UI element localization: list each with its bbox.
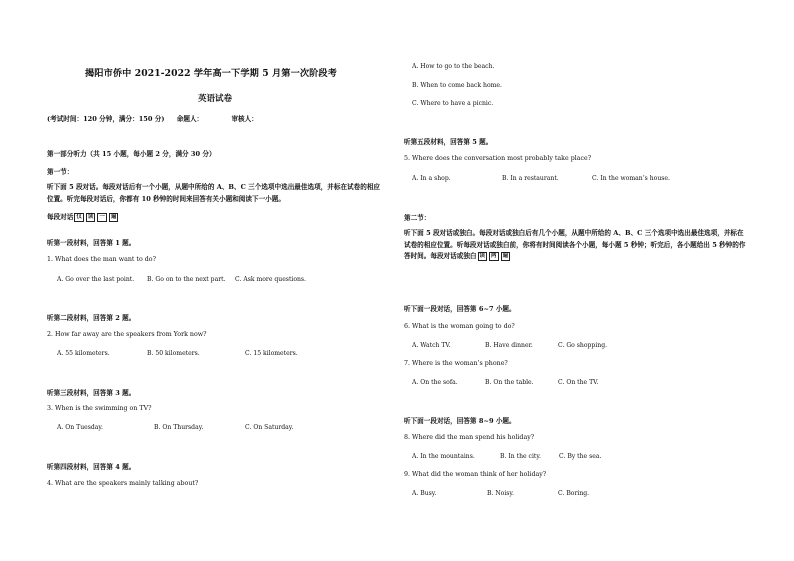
- exam-title: 揭阳市侨中 2021-2022 学年高一下学期 5 月第一次阶段考: [85, 68, 338, 79]
- play-note-box: 遍: [110, 213, 117, 220]
- option-c: C. In the woman’s house.: [592, 175, 670, 182]
- option-a: A. Busy.: [412, 490, 437, 497]
- play-note-box: 一: [99, 213, 105, 220]
- question-4: 4. What are the speakers mainly talking about?: [47, 480, 199, 487]
- question-4-option-a: A. How to go to the beach.: [412, 63, 495, 70]
- option-a: A. On the sofa.: [412, 379, 458, 386]
- question-1-options: [57, 276, 306, 283]
- block-heading: 听第三段材料，回答第 3 题。: [47, 389, 136, 397]
- option-c: C. By the sea.: [559, 453, 602, 460]
- option-a: A. 55 kilometers.: [57, 350, 110, 357]
- play-note-prefix: 每段对话: [47, 213, 74, 221]
- reviewer-label: 审核人：: [231, 115, 258, 123]
- section2-instructions-text: 听下面 5 段对话或独白。每段对话或独白后有几个小题，从题中所给的 A、B、C 三个选项中选出最佳选项，并标在试卷的相应位置。听每段对话或独白前，你将有时间阅读各个小题，每小题 5 秒钟；听完后，各小题给出 5 秒钟的作答时间。每段对话或独白: [404, 229, 746, 260]
- question-9-options: [412, 490, 589, 497]
- question-5-options: [412, 175, 670, 182]
- question-8: 8. Where did the man spend his holiday?: [404, 434, 535, 441]
- option-b: B. Noisy.: [487, 490, 514, 497]
- question-2: 2. How far away are the speakers from York now?: [47, 331, 207, 338]
- block-heading: 听第一段材料，回答第 1 题。: [47, 239, 136, 247]
- question-7-options: [412, 379, 598, 386]
- option-a: A. In a shop.: [412, 175, 451, 182]
- part1-heading: 第一部分听力（共 15 小题，每小题 2 分，满分 30 分）: [47, 150, 216, 158]
- question-9: 9. What did the woman think of her holiday?: [404, 471, 547, 478]
- option-b: B. Go on to the next part.: [147, 276, 226, 283]
- question-8-options: [412, 453, 601, 460]
- section1-heading: 第一节：: [47, 168, 74, 176]
- play-note-box: 两: [491, 252, 497, 259]
- question-4-option-c: C. Where to have a picnic.: [412, 100, 494, 107]
- option-b: B. In the city.: [500, 453, 541, 460]
- play-twice-note: [47, 211, 119, 222]
- question-2-options: [57, 350, 298, 357]
- option-c: C. Ask more questions.: [235, 276, 306, 283]
- question-5: 5. Where does the conversation most probably take place?: [404, 155, 592, 162]
- option-c: C. On the TV.: [558, 379, 599, 386]
- option-b: B. 50 kilometers.: [147, 350, 200, 357]
- question-1: 1. What does the man want to do?: [47, 256, 156, 263]
- play-note-box: 遍: [502, 252, 509, 259]
- play-note-box: 读: [87, 213, 94, 220]
- group-heading: 听下面一段对话，回答第 8~9 小题。: [404, 417, 516, 425]
- option-b: B. In a restaurant.: [502, 175, 559, 182]
- block-heading: 听第五段材料，回答第 5 题。: [404, 138, 493, 146]
- option-c: C. Go shopping.: [558, 342, 608, 349]
- play-note-box: 仅: [76, 213, 82, 220]
- section1-instructions: 听下面 5 段对话。每段对话后有一个小题，从题中所给的 A、B、C 三个选项中选出最佳选项，并标在试卷的相应位置。听完每段对话后，你都有 10 秒钟的时间来回答有关小题和阅读下一小题。: [47, 183, 381, 203]
- question-3-options: [57, 424, 293, 431]
- section2-instructions: [404, 228, 749, 263]
- exam-meta: [47, 113, 258, 123]
- question-6: 6. What is the woman going to do?: [404, 323, 515, 330]
- question-7: 7. Where is the woman’s phone?: [404, 360, 508, 367]
- question-6-options: [412, 342, 607, 349]
- play-note-box: 读: [479, 252, 486, 259]
- author-label: 命题人：: [176, 115, 204, 123]
- option-c: C. On Saturday.: [245, 424, 294, 431]
- option-c: C. 15 kilometers.: [245, 350, 298, 357]
- group-heading: 听下面一段对话，回答第 6~7 小题。: [404, 305, 516, 313]
- block-heading: 听第四段材料，回答第 4 题。: [47, 463, 136, 471]
- option-b: B. On the table.: [485, 379, 534, 386]
- option-c: C. Boring.: [558, 490, 590, 497]
- option-a: A. On Tuesday.: [57, 424, 103, 431]
- option-b: B. Have dinner.: [485, 342, 533, 349]
- question-3: 3. When is the swimming on TV?: [47, 405, 152, 412]
- block-heading: 听第二段材料，回答第 2 题。: [47, 314, 136, 322]
- option-a: A. Watch TV.: [412, 342, 451, 349]
- section2-heading: 第二节：: [404, 214, 431, 222]
- option-a: A. Go over the last point.: [57, 276, 135, 283]
- option-a: A. In the mountains.: [412, 453, 475, 460]
- question-4-option-b: B. When to come back home.: [412, 82, 502, 89]
- option-b: B. On Thursday.: [154, 424, 204, 431]
- exam-time: (考试时间：120 分钟，满分：150 分): [47, 115, 165, 123]
- exam-subject: 英语试卷: [198, 94, 233, 104]
